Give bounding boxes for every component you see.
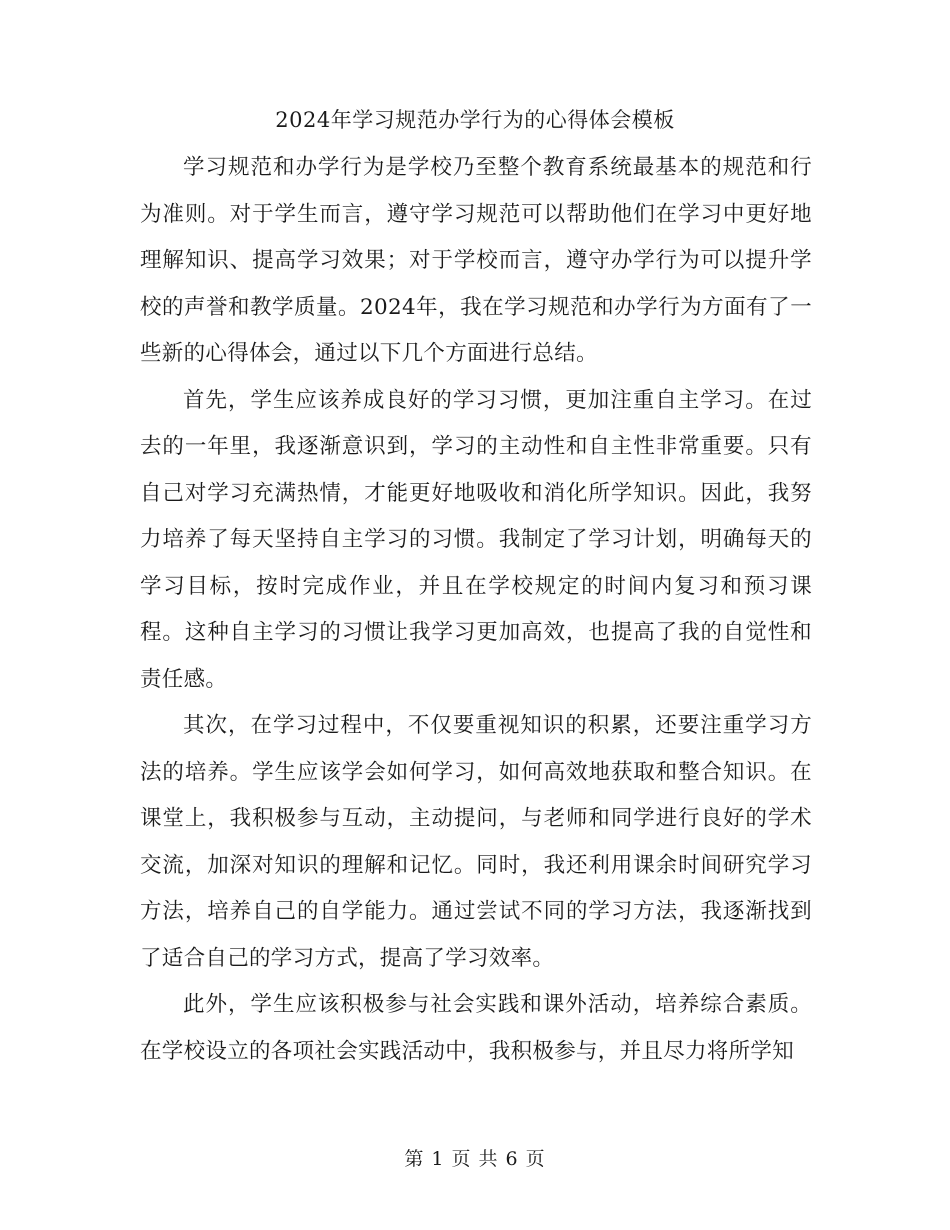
document-body xyxy=(140,145,812,1075)
paragraph-intro: 学习规范和办学行为是学校乃至整个教育系统最基本的规范和行为准则。对于学生而言，遵守学习规范可以帮助他们在学习中更好地理解知识、提高学习效果；对于学校而言，遵守办学行为可以提升学校的声誉和教学质量。2024年，我在学习规范和办学行为方面有了一些新的心得体会，通过以下几个方面进行总结。 xyxy=(140,155,812,366)
paragraph-first: 首先，学生应该养成良好的学习习惯，更加注重自主学习。在过去的一年里，我逐渐意识到，学习的主动性和自主性非常重要。只有自己对学习充满热情，才能更好地吸收和消化所学知识。因此，我努力培养了每天坚持自主学习的习惯。我制定了学习计划，明确每天的学习目标，按时完成作业，并且在学校规定的时间内复习和预习课程。这种自主学习的习惯让我学习更加高效，也提高了我的自觉性和责任感。 xyxy=(140,387,812,692)
paragraph-second: 其次，在学习过程中，不仅要重视知识的积累，还要注重学习方法的培养。学生应该学会如何学习，如何高效地获取和整合知识。在课堂上，我积极参与互动，主动提问，与老师和同学进行良好的学术交流，加深对知识的理解和记忆。同时，我还利用课余时间研究学习方法，培养自己的自学能力。通过尝试不同的学习方法，我逐渐找到了适合自己的学习方式，提高了学习效率。 xyxy=(140,713,812,971)
document-title: 2024年学习规范办学行为的心得体会模板 xyxy=(275,108,675,132)
paragraph-third: 此外，学生应该积极参与社会实践和课外活动，培养综合素质。在学校设立的各项社会实践活动中，我积极参与，并且尽力将所学知 xyxy=(140,992,812,1064)
page-footer: 第 1 页 共 6 页 xyxy=(404,1148,546,1170)
